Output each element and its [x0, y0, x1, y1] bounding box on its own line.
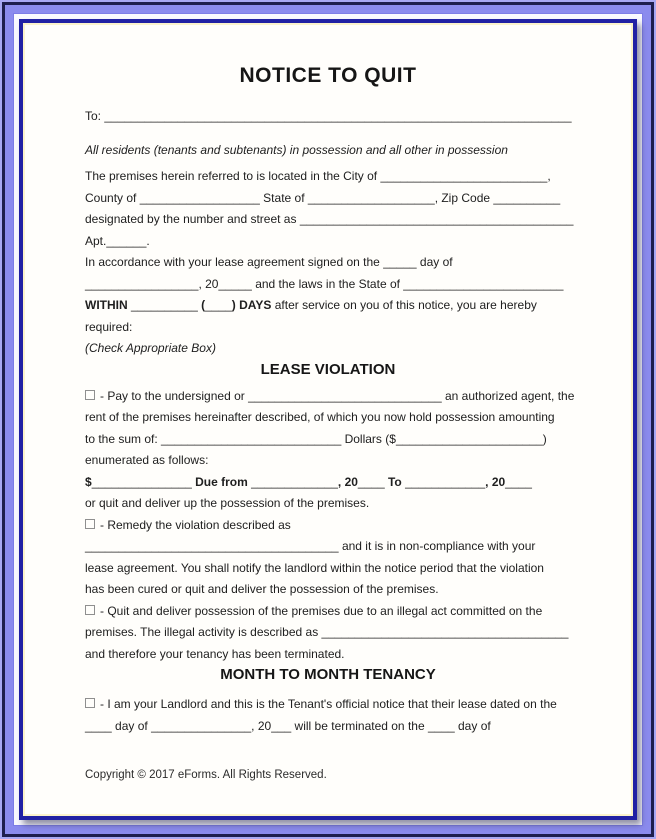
due-from-year-blank-field: ____ [357, 474, 385, 489]
line-residents-note: All residents (tenants and subtenants) in possession and all other in possession [85, 142, 508, 157]
street-blank-field: _________________________________________ [299, 212, 574, 226]
city-comma: , [547, 169, 551, 183]
line-check-note: (Check Appropriate Box) [85, 341, 216, 355]
checkbox-remedy-icon[interactable] [85, 519, 95, 529]
line-to [85, 106, 631, 128]
line-lease-signed [85, 252, 631, 274]
dollars-label: Dollars ($ [341, 431, 396, 446]
days-number-blank-field: ____ [205, 298, 232, 312]
year-blank-field: _____ [218, 276, 252, 291]
outer-frame [2, 2, 654, 837]
line-cured: has been cured or quit and deliver the possession of the premises. [85, 582, 439, 596]
due-from-year-label: , 20 [337, 474, 358, 489]
day-of-label: day of [416, 255, 453, 269]
county-label: County of [85, 190, 140, 205]
line-illegal-activity [85, 622, 631, 644]
apt-period: . [146, 233, 150, 248]
term-year-blank-field: ___ [271, 718, 292, 733]
sum-words-blank-field: ___________________________ [161, 431, 342, 446]
line-sum [85, 429, 631, 451]
to-blank-field: ______________________________________________________________________ [104, 109, 572, 123]
section-heading-lease-violation: LEASE VIOLATION [260, 360, 396, 378]
term-day-blank-field: ____ [85, 718, 112, 733]
checkbox-quit-icon[interactable] [85, 605, 95, 615]
term-day-of2-label: day of [454, 718, 491, 733]
term-day2-blank-field: ____ [427, 718, 455, 733]
page-content [23, 23, 633, 816]
lease-signed-text: In accordance with your lease agreement signed on the [85, 255, 384, 269]
line-city [85, 166, 631, 188]
paren-open: ( [197, 298, 206, 312]
dollar-sign: $ [85, 474, 92, 489]
terminated-on-text: will be terminated on the [291, 718, 428, 733]
pay-text: - Pay to the undersigned or [100, 388, 249, 403]
line-termination-date [85, 716, 631, 738]
laws-state-text: and the laws in the State of [251, 276, 404, 291]
term-year-label: , 20 [251, 718, 272, 733]
landlord-notice-text: - I am your Landlord and this is the Tenant's official notice that their lease dated on the [100, 697, 557, 711]
month-blank-field: _________________ [85, 276, 199, 291]
line-due-from [85, 472, 631, 494]
month-to-month-block [25, 694, 631, 737]
year-prefix: , 20 [198, 276, 219, 291]
line-apt [85, 231, 631, 253]
agent-text: an authorized agent, the [441, 388, 575, 403]
sum-label: to the sum of: [85, 431, 162, 446]
line-tenancy-terminated: and therefore your tenancy has been terminated. [85, 646, 345, 661]
line-or-quit: or quit and deliver up the possession of the premises. [85, 496, 370, 510]
to-year-blank-field: ____ [505, 474, 532, 489]
to-year-label: , 20 [485, 474, 506, 489]
paren-close: ) [231, 298, 240, 312]
section-heading-month-to-month: MONTH TO MONTH TENANCY [220, 666, 436, 683]
illegal-activity-label: premises. The illegal activity is described as [85, 625, 322, 639]
street-label: designated by the number and street as [85, 212, 300, 226]
amount-blank-field: _______________ [91, 474, 192, 489]
to-date-label: To [384, 474, 406, 489]
laws-state-blank-field: ________________________ [403, 276, 564, 291]
day-blank-field: _____ [383, 255, 417, 269]
frame-gap [13, 13, 643, 826]
intro-block [25, 166, 631, 360]
line-street [85, 209, 631, 231]
line-pay-option [85, 386, 631, 408]
city-text: The premises herein referred to is located in the City of [85, 169, 381, 183]
line-violation-described [85, 536, 631, 558]
checkbox-landlord-icon[interactable] [85, 698, 95, 708]
line-notify-landlord: lease agreement. You shall notify the landlord within the notice period that the violation [85, 560, 544, 575]
checkbox-pay-icon[interactable] [85, 390, 95, 400]
zip-blank-field: __________ [493, 190, 561, 205]
copyright-notice: Copyright © 2017 eForms. All Rights Reserved. [85, 769, 327, 781]
lease-violation-block [25, 386, 631, 666]
due-from-label: Due from [191, 474, 252, 489]
county-blank-field: __________________ [139, 190, 260, 205]
apt-blank-field: ______ [106, 233, 147, 248]
violation-blank-field: ______________________________________ [85, 539, 339, 553]
dollars-paren-close: ) [542, 431, 547, 446]
within-blank-field: __________ [131, 298, 198, 312]
days-label: DAYS [239, 298, 272, 312]
illegal-activity-blank-field: _____________________________________ [321, 625, 569, 639]
state-blank-field: ___________________ [307, 190, 435, 205]
remedy-text: - Remedy the violation described as [100, 517, 291, 532]
line-remedy-option [85, 515, 631, 537]
line-laws-state [85, 274, 631, 296]
line-landlord-option [85, 694, 631, 716]
dollars-amount-blank-field: ______________________ [395, 431, 543, 446]
city-blank-field: _________________________ [380, 169, 548, 183]
after-service-text: after service on you of this notice, you are hereby [271, 298, 537, 312]
line-county-state-zip [85, 188, 631, 210]
line-required: required: [85, 319, 133, 334]
line-rent-text: rent of the premises hereinafter described, of which you now hold possession amounting [85, 410, 555, 424]
zip-label: , Zip Code [434, 190, 494, 205]
non-compliance-text: and it is in non-compliance with your [338, 539, 536, 553]
due-from-blank-field: _____________ [251, 474, 338, 489]
term-month-blank-field: _______________ [151, 718, 252, 733]
line-enumerated: enumerated as follows: [85, 453, 209, 467]
document-title: NOTICE TO QUIT [239, 64, 417, 87]
term-day-of-label: day of [111, 718, 152, 733]
agent-blank-field: _____________________________ [248, 388, 442, 403]
to-date-blank-field: ____________ [405, 474, 486, 489]
quit-text: - Quit and deliver possession of the premises due to an illegal act committed on the [100, 603, 543, 618]
line-quit-option [85, 601, 631, 623]
within-label: WITHIN [85, 298, 131, 312]
page [19, 19, 637, 820]
to-label: To: [85, 109, 105, 123]
line-within-days [85, 295, 631, 317]
apt-label: Apt. [85, 233, 107, 248]
state-label: State of [259, 190, 308, 205]
